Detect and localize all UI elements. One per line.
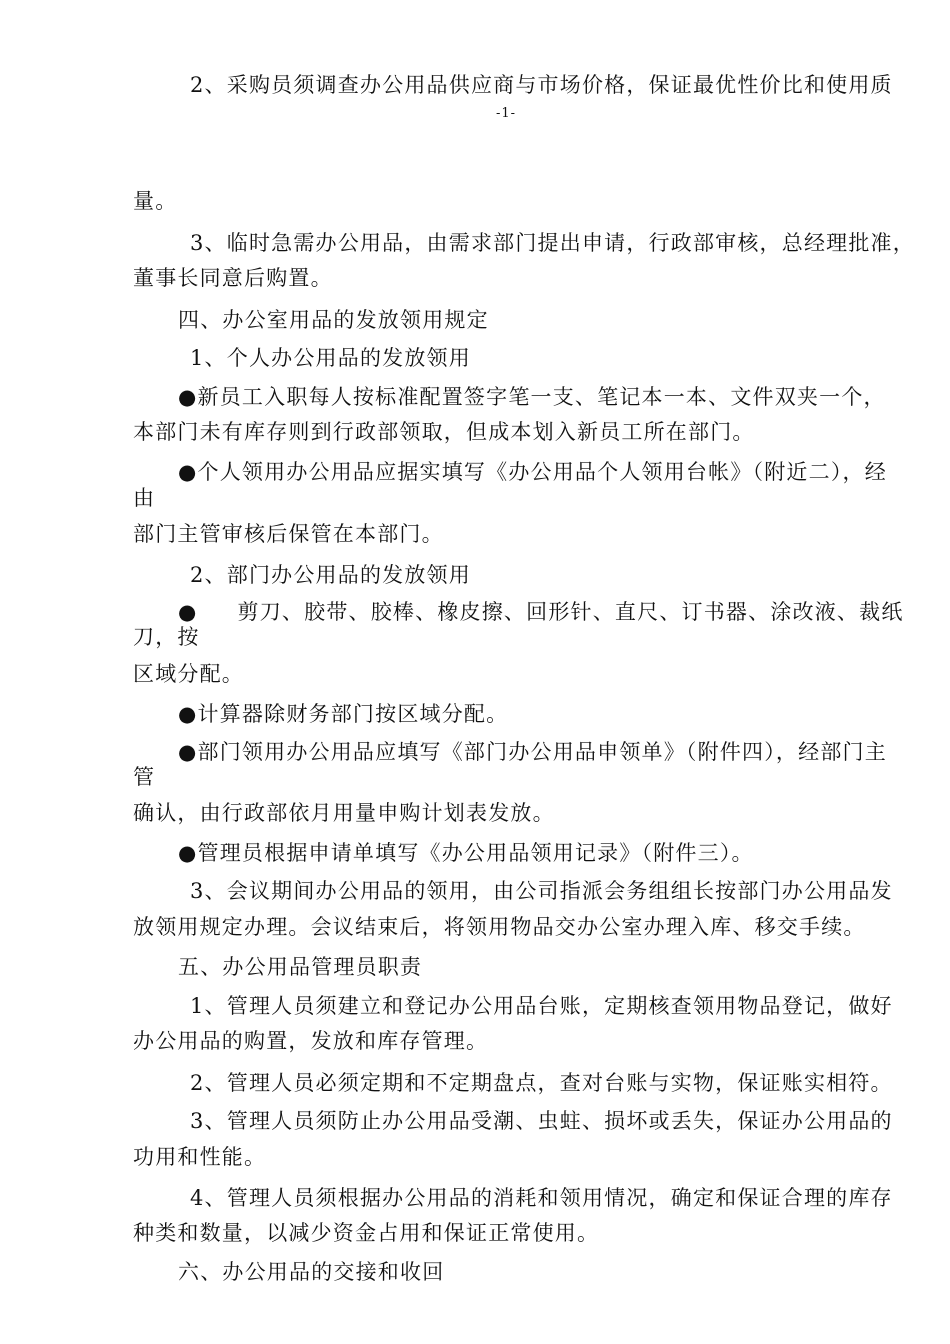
bullet-icon: ● xyxy=(178,600,198,624)
bullet-line: ●新员工入职每人按标准配置签字笔一支、笔记本一本、文件双夹一个， xyxy=(178,385,886,409)
paragraph-line: 量。 xyxy=(133,189,178,213)
paragraph-line: 本部门未有库存则到行政部领取，但成本划入新员工所在部门。 xyxy=(133,420,755,444)
paragraph-line: 部门主管审核后保管在本部门。 xyxy=(133,522,444,546)
paragraph-line: 2、采购员须调查办公用品供应商与市场价格，保证最优性价比和使用质 xyxy=(190,73,893,97)
section-heading: 四、办公室用品的发放领用规定 xyxy=(178,308,489,332)
paragraph-line: 1、管理人员须建立和登记办公用品台账，定期核查领用物品登记，做好 xyxy=(190,994,893,1018)
paragraph-line: 3、临时急需办公用品，由需求部门提出申请，行政部审核，总经理批准， xyxy=(190,231,915,255)
subsection-title: 2、部门办公用品的发放领用 xyxy=(190,563,471,587)
bullet-text: 剪刀、胶带、胶棒、橡皮擦、回形针、直尺、订书器、涂改液、裁纸 xyxy=(237,600,904,624)
bullet-line: ●计算器除财务部门按区域分配。 xyxy=(178,702,509,726)
paragraph-line: 董事长同意后购置。 xyxy=(133,266,333,290)
paragraph-line: 功用和性能。 xyxy=(133,1145,267,1169)
section-heading: 六、办公用品的交接和收回 xyxy=(178,1260,445,1284)
bullet-line: ●管理员根据申请单填写《办公用品领用记录》（附件三）。 xyxy=(178,841,754,865)
paragraph-line: 2、管理人员必须定期和不定期盘点，查对台账与实物，保证账实相符。 xyxy=(190,1071,893,1095)
paragraph-line: 区域分配。 xyxy=(133,662,244,686)
paragraph-line: 办公用品的购置，发放和库存管理。 xyxy=(133,1029,489,1053)
section-heading: 五、办公用品管理员职责 xyxy=(178,955,423,979)
page-number: -1- xyxy=(496,106,517,121)
paragraph-line: 刀，按 xyxy=(133,625,200,649)
bullet-line xyxy=(178,602,904,623)
paragraph-line: 由 xyxy=(133,486,156,510)
bullet-line: ●部门领用办公用品应填写《部门办公用品申领单》（附件四），经部门主 xyxy=(178,740,887,764)
paragraph-line: 4、管理人员须根据办公用品的消耗和领用情况，确定和保证合理的库存 xyxy=(190,1186,893,1210)
paragraph-line: 种类和数量，以减少资金占用和保证正常使用。 xyxy=(133,1221,600,1245)
bullet-line: ●个人领用办公用品应据实填写《办公用品个人领用台帐》（附近二），经 xyxy=(178,460,887,484)
paragraph-line: 管 xyxy=(133,765,156,789)
paragraph-line: 3、会议期间办公用品的领用，由公司指派会务组组长按部门办公用品发 xyxy=(190,879,893,903)
paragraph-line: 确认，由行政部依月用量申购计划表发放。 xyxy=(133,801,555,825)
paragraph-line: 放领用规定办理。会议结束后，将领用物品交办公室办理入库、移交手续。 xyxy=(133,915,866,939)
paragraph-line: 3、管理人员须防止办公用品受潮、虫蛀、损坏或丢失，保证办公用品的 xyxy=(190,1109,893,1133)
subsection-title: 1、个人办公用品的发放领用 xyxy=(190,346,471,370)
